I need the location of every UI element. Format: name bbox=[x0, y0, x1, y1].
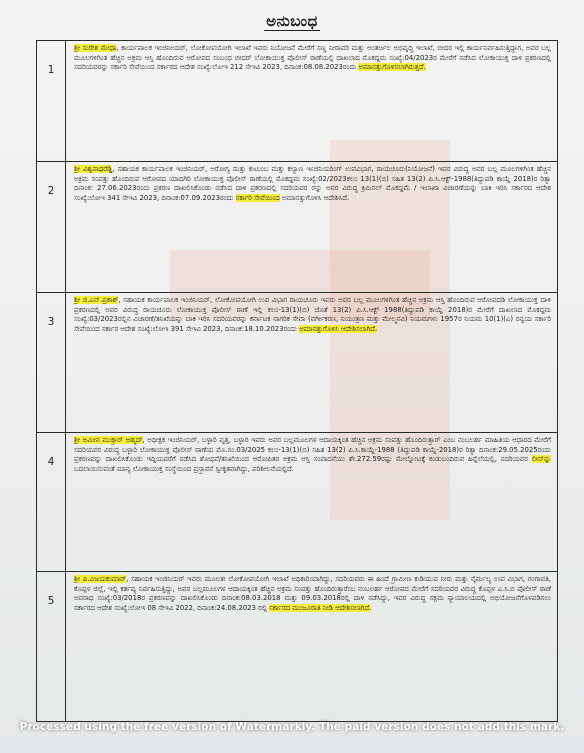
official-name: ಶ್ರೀ ಸುರೇಶ ಮೇಧಾ bbox=[74, 44, 117, 52]
official-name: ಶ್ರೀ ಅಮೀನ ಮುಕ್ತಾರ್ ಅಹ್ಮದ್ bbox=[74, 436, 143, 444]
row-body: , ಸಹಾಯಕ ಇಂಜಿನಿಯರ್ ಇವರು ಮೂಲತಃ ಲೋಕೋಪಯೋಗಿ ಇಲಾಖೆ ಅಧಿಕಾರಿಯಾಗಿದ್ದು, ಸದರಿಯವರು ಈ ಹಿಂದೆ ಗ್ರಾಮೀಣ ಕುಡಿಯುವ ನೀರು ಮತ್ತು ನೈರ್ಮಲ್ಯ ಉಪ ವಿಭಾಗ, ಗಂಗಾವತಿ, ಕೊಪ್ಪಳ ಜಿಲ್ಲೆ, ಇಲ್ಲಿ ಕರ್ತವ್ಯ ನಿರ್ವಹಿಸುತ್ತಿದ್ದು, ಅವರ ಬಲ್ಲಮೂಲಗಳ ಆದಾಯಕ್ಕಿಂತ ಹೆಚ್ಚಿನ ಅಕ್ರಮ ಸಂಪತ್ತು ಹೊಂದಿರುತ್ತಾರೆಂಬ ನಂಬಲರ್ಹ ಆರೋಪದ ಮೇರೆಗೆ ಸದರಿಯವರ ವಿರುದ್ಧ ಕೊಪ್ಪಳ ಎ.ಸಿ.ಬಿ ಪೊಲೀಸ್ ಠಾಣೆ ಅಪರಾಧ ಸಂಖ್ಯೆ:03/2018ರ ಪ್ರಕರಣವನ್ನು ದಾಖಲಿಸಿಕೊಂಡು ದಿನಾಂಕ:08.03.2018 ಮತ್ತು 09.03.2018ರಲ್ಲಿ ದಾಳಿ ನಡೆಸಿದ್ದು, ಇವರ ವಿರುದ್ಧ ಸಕ್ಷಮ ನ್ಯಾಯಾಲಯದಲ್ಲಿ ಅಭಿಯೋಜನೆಗೊಳಪಡಿಸಲು ಸರ್ಕಾರದ ಆದೇಶ ಸಂಖ್ಯೆ:ಲೋಇ 08 ಸೇಇವಿ 2022, ದಿನಾಂಕ:24.08.2023 ರಲ್ಲಿ bbox=[74, 575, 551, 612]
official-name: ಶ್ರೀ ಜಿ.ಎನ್.ಪ್ರಕಾಶ್ bbox=[74, 296, 119, 304]
row-body: , ಸಹಾಯಕ ಕಾರ್ಯಪಾಲಕ ಇಂಜಿನಿಯರ್, ಲೋಕೋಪಯೋಗಿ ಉಪ ವಿಭಾಗ ರಾಯಚೂರು ಇವರು ಅವರ ಬಲ್ಲ ಮೂಲಗಳಿಗಿಂತ ಹೆಚ್ಚಿನ ಅಕ್ರಮ ಆಸ್ತಿ ಹೊಂದಿರುವ ಆರೋಪದಡಿ ಲೋಕಾಯುಕ್ತ ದಾಳಿ ಪ್ರಕರಣದಲ್ಲಿ ಅವರ ವಿರುದ್ಧ ರಾಯಚೂರು ಲೋಕಾಯುಕ್ತ ಪೊಲೀಸ್ ಠಾಣೆ ಇಲ್ಲಿ ಕಲಂ-13(1)(ಬಿ) ಜೊತೆ 13(2) ಪಿ.ಸಿ.ಆಕ್ಟ್ 1988(ತಿದ್ದುಪಡಿ ಕಾಯ್ದೆ 2018)ರ ಮೇರೆಗೆ ದಾಖಲಾದ ಮೊಕದ್ದಮ ಸಂಖ್ಯೆ:03/2023ರಲ್ಲಿನ ವಿಚಾರಣೆ/ತನಿಖೆಯನ್ನು ಬಾಕಿ ಇರಿಸಿ ಸದರಿಯವರನ್ನು ಕರ್ನಾಟಕ ನಾಗರಿಕ ಸೇವಾ (ವರ್ಗೀಕರಣ, ನಿಯಂತ್ರಣ ಮತ್ತು ಮೇಲ್ಮನವಿ) ನಿಯಮಗಳು 1957ರ ನಿಯಮ 10(1)(ಎ) ರನ್ವಯ ಸರ್ಕಾರಿ ಸೇವೆಯಿಂದ ಸರ್ಕಾರ ಆದೇಶ ಸಂಖ್ಯೆ:ಲೋಇ 391 ಸೇಇವಿ 2023, ದಿನಾಂಕ:18.10.2023ರಂದು bbox=[74, 296, 551, 333]
row-text bbox=[66, 162, 558, 293]
row-number: 4 bbox=[37, 433, 66, 572]
row-body-end: ಬದಲಾಯಿಸುವಂತೆ ಮಾನ್ಯ ಲೋಕಾಯುಕ್ತ ಸಂಸ್ಥೆಯಿಂದ ಪ್ರಸ್ತಾವನೆ ಸ್ವೀಕೃತವಾಗಿದ್ದು, ಪರಿಶೀಲನೆಯಲ್ಲಿದೆ. bbox=[74, 464, 294, 473]
row-text bbox=[66, 293, 558, 433]
annex-table bbox=[36, 40, 558, 722]
page-title: ಅನುಬಂಧ bbox=[266, 12, 318, 30]
highlighted-phrase: ಅಮಾನತ್ತುಗೊಳಿಸಲಾಗಿರುತ್ತದೆ. bbox=[358, 63, 426, 72]
official-name: ಶ್ರೀ ಪಿ.ವಿಜಯಕುಮಾರ್ bbox=[74, 575, 127, 583]
table-row bbox=[37, 572, 558, 722]
row-number: 1 bbox=[37, 41, 66, 162]
row-number: 5 bbox=[37, 572, 66, 722]
table-row bbox=[37, 162, 558, 293]
row-body: , ಕಾರ್ಯಪಾಲಕ ಇಂಜಿನೀಯರ್, ಲೋಕೋಪಯೋಗಿ ಇಲಾಖೆ ಇವರು ನಿಯೋಜನೆ ಮೇರೆಗೆ ಸಣ್ಣ ನೀರಾವರಿ ಮತ್ತು ಅಂತರ್ಜಲ ಅಭಿವೃದ್ಧಿ ಇಲಾಖೆ, ಬೀದರ ಇಲ್ಲಿ ಕಾರ್ಯನಿರ್ವಹಿಸುತ್ತಿದ್ದಾಗ, ಅವರ ಬಲ್ಲ ಮೂಲಗಳಿಗಿಂತ ಹೆಚ್ಚಿನ ಅಕ್ರಮ ಆಸ್ತಿ ಹೊಂದಿರುವ ಆರೋಪದ ಸಂಬಂಧ ಬೀದರ್ ಲೋಕಾಯುಕ್ತ ಪೊಲೀಸ್ ಠಾಣೆಯಲ್ಲಿ ದಾಖಲಾದ ಮೊಕದ್ದಮ ಸಂಖ್ಯೆ:04/2023ರ ಮೇರೆಗೆ ನಡೆಸಿದ ಲೋಕಾಯುಕ್ತ ದಾಳಿ ಪ್ರಕರಣದಲ್ಲಿ ಸದರಿಯವರನ್ನು ಸರ್ಕಾರಿ ಸೇವೆಯಿಂದ ಸರ್ಕಾರದ ಆದೇಶ ಸಂಖ್ಯೆ:ಲೋಇ 212 ಸೇಇವಿ 2023, ದಿನಾಂಕ:08.08.2023ರಂದು bbox=[74, 44, 551, 72]
row-text bbox=[66, 572, 558, 722]
row-text bbox=[66, 41, 558, 162]
row-text bbox=[66, 433, 558, 572]
official-name: ಶ್ರೀ ವಿಶ್ವನಾಥರೆಡ್ಡಿ bbox=[74, 165, 113, 173]
table-row bbox=[37, 293, 558, 433]
row-body: , ಸಹಾಯಕ ಕಾರ್ಯಪಾಲಕ ಇಂಜಿನಿಯರ್, ಆರೋಗ್ಯ ಮತ್ತು ಕುಟುಂಬ ಮತ್ತು ಕಲ್ಯಾಣ ಇಂಜಿನಿಯರಿಂಗ್ ಉಪವಿಭಾಗ, ರಾಯಚೂರು(ನಿಯೋಜನೆ) ಇವರ ವಿರುದ್ಧ ಅವರ ಬಲ್ಲ ಮೂಲಗಳಿಗಿಂತ ಹೆಚ್ಚಿನ ಅಕ್ರಮ ಸಂಪತ್ತು ಹೊಂದಿರುವ ಆರೋಪದ ಯಾದಗಿರಿ ಲೋಕಾಯುಕ್ತ ಪೊಲೀಸ್ ಠಾಣೆಯಲ್ಲಿ ಮೊಕದ್ದಮ ಸಂಖ್ಯೆ:02/2023ಕಲಂ 13(1)(ಬಿ) ಸಹಿತ 13(2) ಪಿ.ಸಿ.ಆಕ್ಟ್-1988(ತಿದ್ದುಪಡಿ ಕಾಯ್ದೆ 2018)ರ ರಿತ್ಯಾ ದಿನಾಂಕ: 27.06.2023ರಂದು ಪ್ರಕರಣ ದಾಖಲಿಸಿಕೊಂಡು ನಡೆಸಿದ ದಾಳಿ ಪ್ರಕರಣದಲ್ಲಿ ಸದರಿಯವರ ರನ್ನು ಅವರ ವಿರುದ್ಧ ಕ್ರಿಮಿನಲ್ ಮೊಕದ್ದಮೆ / ಇಲಾಖಾ ವಿಚಾರಣೆಯನ್ನು ಬಾಕಿ ಇರಿಸಿ ಸರ್ಕಾರದ ಆದೇಶ ಸಂಖ್ಯೆ:ಲೋಇ 341 ಸೇಇವಿ 2023, ದಿನಾಂಕ:07.09.2023ರಂದು bbox=[74, 165, 551, 202]
highlighted-phrase: ಅಮಾನತ್ತುಗೊಳಿಸಿ ಆದೇಶಿಸಲಾಗಿದೆ. bbox=[299, 324, 378, 333]
watermark-notice: Processed using the free version of Watermarkly. The paid version does not add this mark. bbox=[19, 721, 565, 733]
highlighted-phrase: ಲೀನ್‌ನ್ನು bbox=[531, 455, 551, 464]
highlighted-phrase: ಸರ್ಕಾರಿ ಸೇವೆಯಿಂದ bbox=[235, 193, 280, 202]
row-body-end: ಅಮಾನತ್ತುಗೊಳಿಸಿ ಆದೇಶಿಸಿದೆ. bbox=[279, 193, 350, 202]
row-number: 2 bbox=[37, 162, 66, 293]
row-number: 3 bbox=[37, 293, 66, 433]
highlighted-phrase: ಸರ್ಕಾರದ ಮಂಜೂರಾತಿ ನೀಡಿ ಆದೇಶಿಸಲಾಗಿದೆ. bbox=[269, 603, 372, 612]
row-body: , ಅಧೀಕ್ಷಕ ಇಂಜಿನಿಯರ್, ಬಳ್ಳಾರಿ ವೃತ್ತ, ಬಳ್ಳಾರಿ ಇವರು ಅವರ ಬಲ್ಲಮೂಲಗಳ ಆದಾಯಕ್ಕಿಂತ ಹೆಚ್ಚಿನ ಅಕ್ರಮ ಸಂಪತ್ತು ಹೊಂದಿರುತ್ತಾರ್ ಎಂಬ ನಂಬಲರ್ಹ ಮಾಹಿತಿಯ ಆಧಾರದ ಮೇರೆಗೆ ಸದರಿಯವರ ವಿರುದ್ಧ ಬಳ್ಳಾರಿ ಲೋಕಾಯುಕ್ತ ಪೊಲೀಸ್ ಠಾಣೆಯ ಮೊ.ಸಂ.03/2025 ಕಲಂ-13(1)(ಬಿ) ಸಹಿತ 13(2) ಪಿ.ಸಿ.ಕಾಯ್ದೆ-1988 (ತಿದ್ದುಪಡಿ ಕಾಯ್ದೆ-2018)ರ ರಿತ್ಯಾ ದಿನಾಂಕ:29.05.2025ರಂದು ಪ್ರಕರಣವನ್ನು ದಾಖಲಿಸಿಕೊಂಡು ಇದ್ದಿಯವರೆಗೆ ನಡೆಸಿದ ಶೋಧನೆ/ತನಿಖೆಯಿಂದ ಆರೋಪಿತರ ಅಕ್ರಮ ಆಸ್ತಿ ಸಂಪಾದನೆಯು ಶೇ.272.59ರಷ್ಟು ಮೇಲ್ನೋಟಕ್ಕೆ ಕಂಡುಬಂದಿರುವ ಹಿನ್ನೆಲೆಯಲ್ಲಿ, ಸದರಿಯವರ bbox=[74, 436, 551, 464]
table-row bbox=[37, 41, 558, 162]
table-row bbox=[37, 433, 558, 572]
